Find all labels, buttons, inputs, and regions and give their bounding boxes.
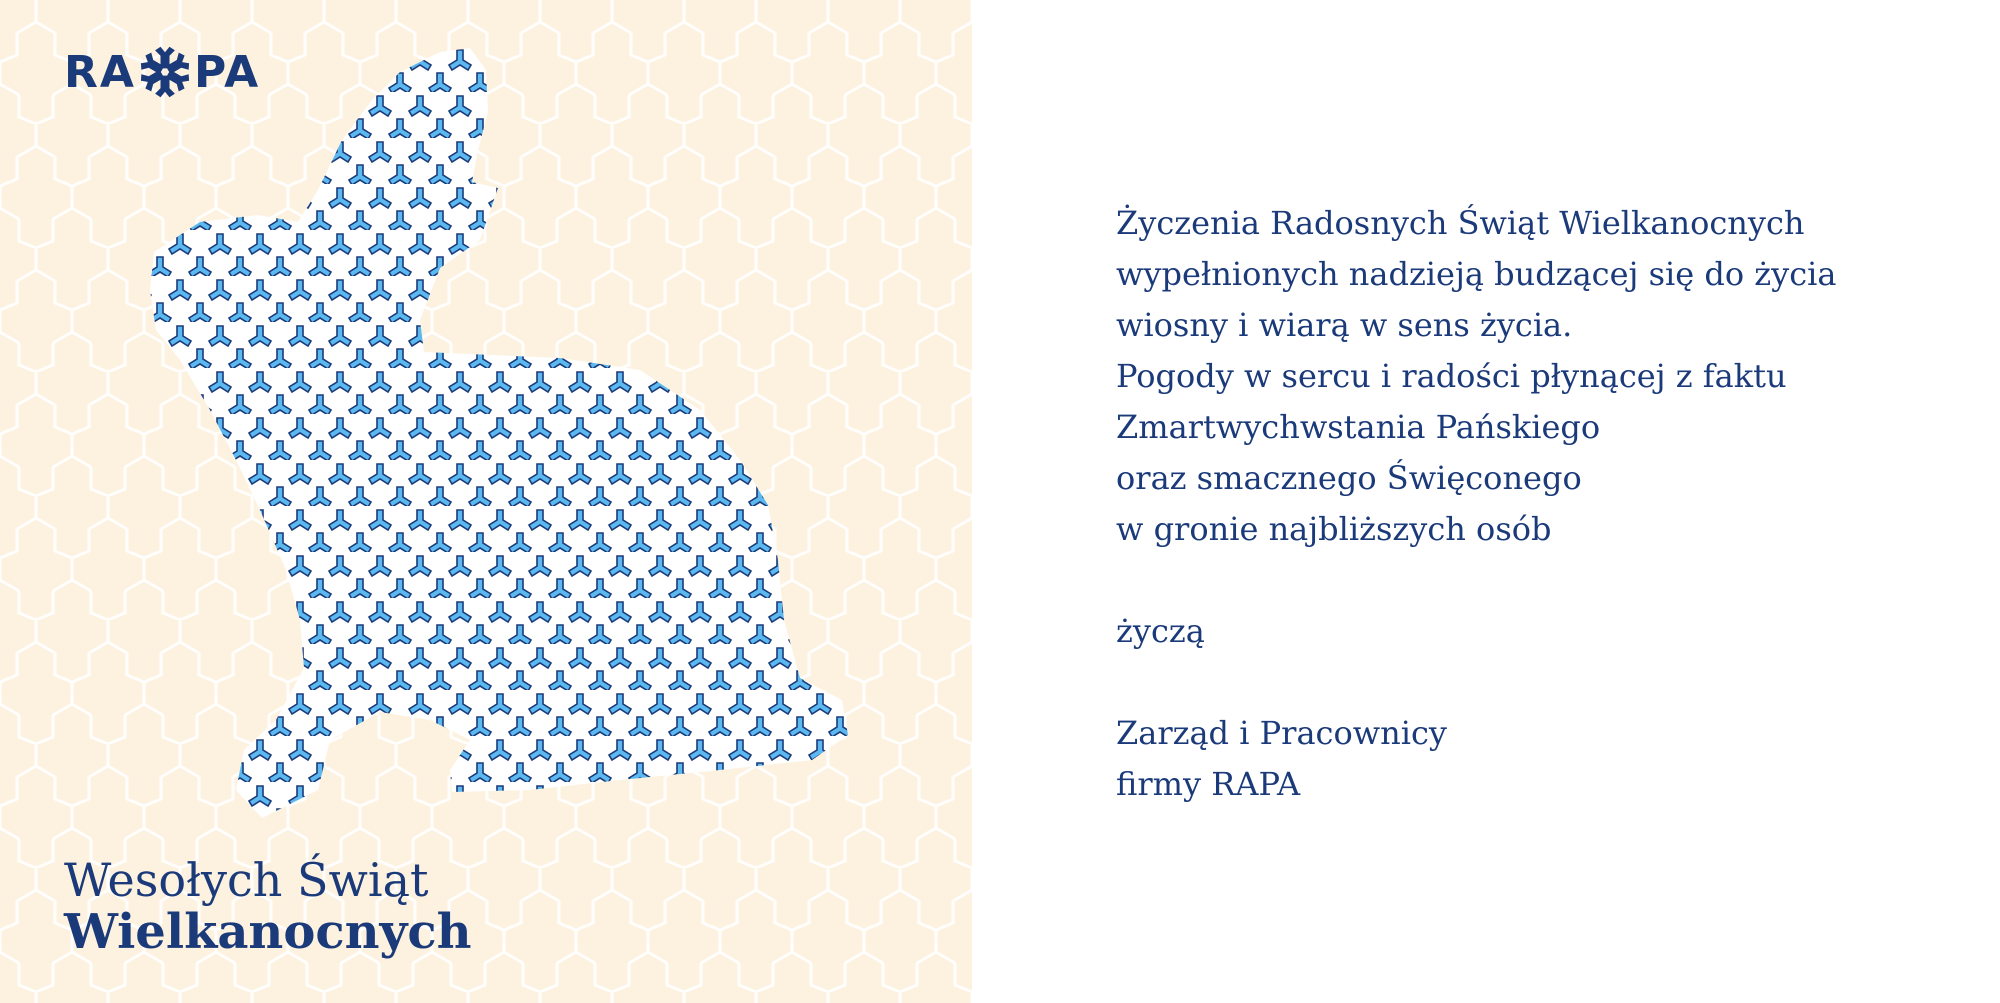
spacer [1116, 657, 1936, 708]
card-left-panel [0, 0, 972, 1003]
message-line: Życzenia Radosnych Świąt Wielkanocnych [1116, 204, 1805, 242]
greeting-title [64, 855, 471, 958]
message-closing: życzą [1116, 612, 1205, 650]
message-line: wypełnionych nadzieją budzącej się do życia [1116, 255, 1837, 293]
message-line: oraz smacznego Święconego [1116, 459, 1582, 497]
signature-line1: Zarząd i Pracownicy [1116, 714, 1447, 752]
signature-line2: firmy RAPA [1116, 765, 1301, 803]
message-line: wiosny i wiarą w sens życia. [1116, 306, 1573, 344]
greeting-title-line2: Wielkanocnych [64, 903, 472, 960]
logo-text-left: RA [64, 46, 136, 98]
message-line: Pogody w sercu i radości płynącej z faktu [1116, 357, 1787, 395]
rabbit-silhouette [150, 48, 848, 818]
spacer [1116, 555, 1936, 606]
greeting-message [1116, 198, 1936, 810]
greeting-title-line1: Wesołych Świąt [64, 853, 429, 907]
logo-text-right: PA [193, 46, 261, 98]
message-line: Zmartwychwstania Pańskiego [1116, 408, 1601, 446]
message-line: w gronie najbliższych osób [1116, 510, 1552, 548]
